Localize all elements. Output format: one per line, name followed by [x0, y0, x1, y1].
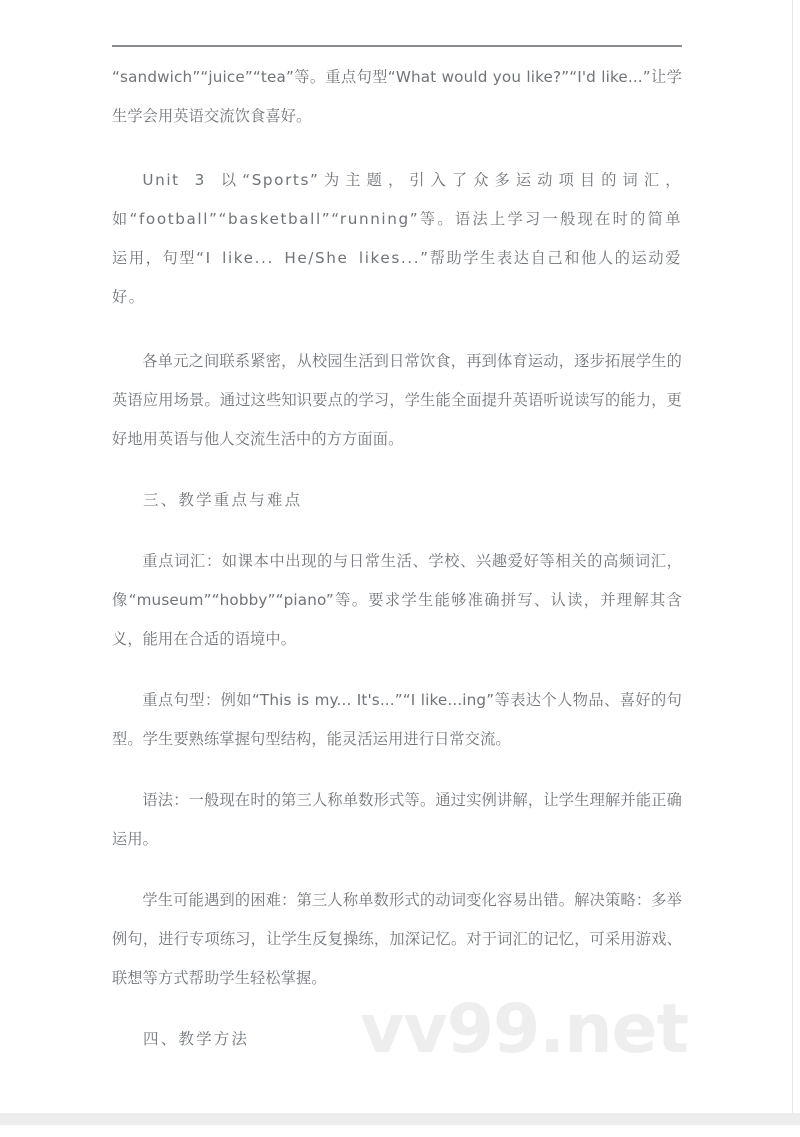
page-bottom-margin: [0, 1125, 800, 1137]
heading-section-three: 三、教学重点与难点: [143, 492, 303, 509]
paragraph-unit2-tail: “sandwich”“juice”“tea”等。重点句型“What would you like?”“I'd like...”让学生学会用英语交流饮食喜好。: [112, 68, 682, 125]
page-bottom-band: [0, 1113, 800, 1125]
paragraph-spacer: [112, 317, 682, 342]
paragraph-spacer: [112, 459, 682, 481]
paragraph-spacer: [112, 659, 682, 681]
paragraph-spacer: [112, 859, 682, 881]
paragraph-unit3: Unit 3 以“Sports”为主题，引入了众多运动项目的词汇，如“football”“basketball”“running”等。语法上学习一般现在时的简单运用，句型“I like... He/She likes...”帮助学生表达自己和他人的运动爱好。: [112, 171, 682, 306]
paragraph-spacer: [112, 520, 682, 542]
site-watermark: vv99.net: [360, 990, 689, 1069]
header-rule: [112, 45, 682, 47]
paragraph-units-link: 各单元之间联系紧密，从校园生活到日常饮食，再到体育运动，逐步拓展学生的英语应用场景。通过这些知识要点的学习，学生能全面提升英语听说读写的能力，更好地用英语与他人交流生活中的方方面面。: [112, 352, 682, 448]
paragraph-spacer: [112, 759, 682, 781]
paragraph-key-sentence-patterns: 重点句型：例如“This is my... It's...”“I like...ing”等表达个人物品、喜好的句型。学生要熟练掌握句型结构，能灵活运用进行日常交流。: [112, 691, 682, 748]
heading-section-four: 四、教学方法: [143, 1031, 250, 1048]
paragraph-key-vocabulary: 重点词汇：如课本中出现的与日常生活、学校、兴趣爱好等相关的高频词汇，像“museum”“hobby”“piano”等。要求学生能够准确拼写、认读，并理解其含义，能用在合适的语境中。: [112, 552, 682, 648]
paragraph-grammar: 语法：一般现在时的第三人称单数形式等。通过实例讲解，让学生理解并能正确运用。: [112, 791, 682, 848]
paragraph-spacer: [112, 136, 682, 161]
paragraph-student-difficulties: 学生可能遇到的困难：第三人称单数形式的动词变化容易出错。解决策略：多举例句，进行专项练习，让学生反复操练，加深记忆。对于词汇的记忆，可采用游戏、联想等方式帮助学生轻松掌握。: [112, 891, 682, 987]
document-body: [112, 58, 682, 1059]
